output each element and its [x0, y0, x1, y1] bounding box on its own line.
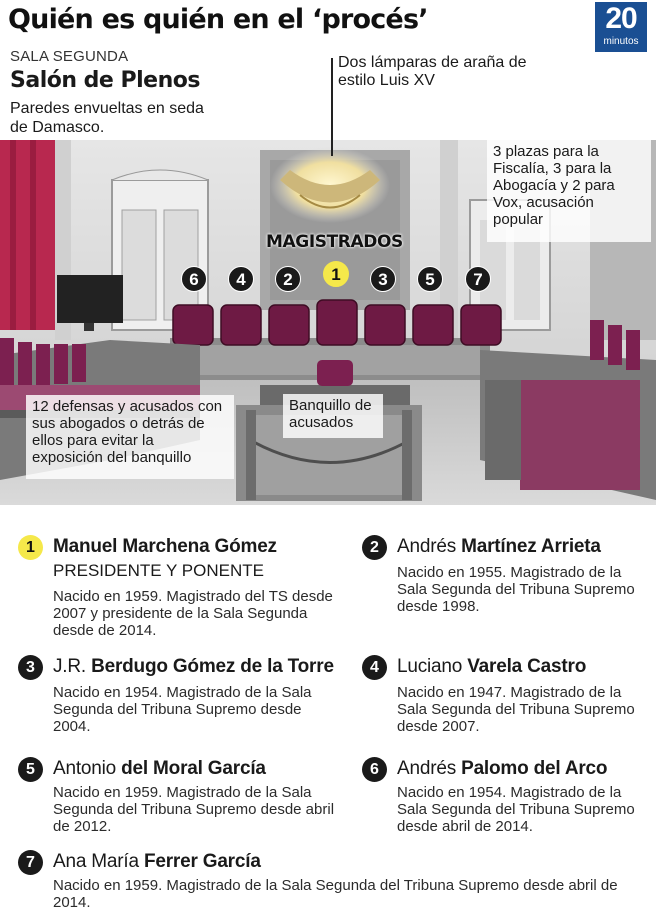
logo-word: minutos — [603, 36, 639, 47]
bio-number: 4 — [362, 655, 387, 680]
bio-name: Ana María Ferrer García — [53, 851, 261, 872]
paredes-label: Paredes envueltas en seda de Damasco. — [10, 100, 204, 136]
bio-6 — [362, 757, 652, 847]
page-title: Quién es quién en el ‘procés’ — [8, 4, 428, 35]
bio-number: 7 — [18, 850, 43, 875]
logo-number: 20 — [605, 2, 637, 35]
magistrados-label: MAGISTRADOS — [266, 232, 403, 252]
seat-badge-7: 7 — [465, 266, 491, 292]
20minutos-logo — [595, 2, 647, 52]
bio-name: Andrés Martínez Arrieta — [397, 536, 601, 557]
bio-desc: Nacido en 1959. Magistrado de la Sala Segunda del Tribuna Supremo desde abril de 2014. — [53, 877, 618, 911]
bio-desc: Nacido en 1959. Magistrado de la Sala Segunda del Tribuna Supremo desde abril de 2012. — [53, 784, 335, 835]
bio-name: Manuel Marchena Gómez — [53, 536, 277, 557]
bio-desc: Nacido en 1954. Magistrado de la Sala Segunda del Tribuna Supremo desde abril de 2014. — [397, 784, 635, 835]
bio-desc: Nacido en 1955. Magistrado de la Sala Segunda del Tribuna Supremo desde 1998. — [397, 564, 635, 615]
bio-name: Luciano Varela Castro — [397, 656, 587, 677]
seat-badge-1: 1 — [323, 261, 349, 287]
bio-2 — [362, 535, 652, 645]
sala-label: SALA SEGUNDA — [10, 48, 129, 65]
salon-label: Salón de Plenos — [10, 68, 200, 93]
lamparas-label: Dos lámparas de araña de estilo Luis XV — [338, 54, 527, 89]
bio-number: 2 — [362, 535, 387, 560]
bio-3 — [18, 655, 348, 745]
bio-number: 6 — [362, 757, 387, 782]
bio-name: Andrés Palomo del Arco — [397, 758, 608, 779]
bio-desc: Nacido en 1947. Magistrado de la Sala Segunda del Tribuna Supremo desde 2007. — [397, 684, 635, 735]
bio-7 — [18, 850, 648, 916]
seat-badge-4: 4 — [228, 266, 254, 292]
bio-1 — [18, 535, 348, 645]
bio-number: 5 — [18, 757, 43, 782]
banquillo-callout: Banquillo de acusados — [283, 394, 383, 438]
lamp-pointer-line — [331, 58, 333, 156]
bio-5 — [18, 757, 348, 847]
bio-desc: Nacido en 1959. Magistrado del TS desde 2007 y presidente de la Sala Segunda desde de 2014. — [53, 588, 333, 639]
seat-badge-5: 5 — [417, 266, 443, 292]
seat-badge-6: 6 — [181, 266, 207, 292]
defensas-callout: 12 defensas y acusados con sus abogados o detrás de ellos para evitar la exposición del banquillo — [26, 395, 234, 479]
bio-4 — [362, 655, 652, 745]
bio-role: PRESIDENTE Y PONENTE — [53, 561, 264, 580]
seat-badge-3: 3 — [370, 266, 396, 292]
bio-desc: Nacido en 1954. Magistrado de la Sala Segunda del Tribuna Supremo desde 2004. — [53, 684, 312, 735]
bio-name: J.R. Berdugo Gómez de la Torre — [53, 656, 334, 677]
bio-number: 3 — [18, 655, 43, 680]
bio-number: 1 — [18, 535, 43, 560]
bio-name: Antonio del Moral García — [53, 758, 266, 779]
fiscalia-callout: 3 plazas para la Fiscalía, 3 para la Abogacía y 2 para Vox, acusación popular — [487, 140, 651, 242]
seat-badge-2: 2 — [275, 266, 301, 292]
